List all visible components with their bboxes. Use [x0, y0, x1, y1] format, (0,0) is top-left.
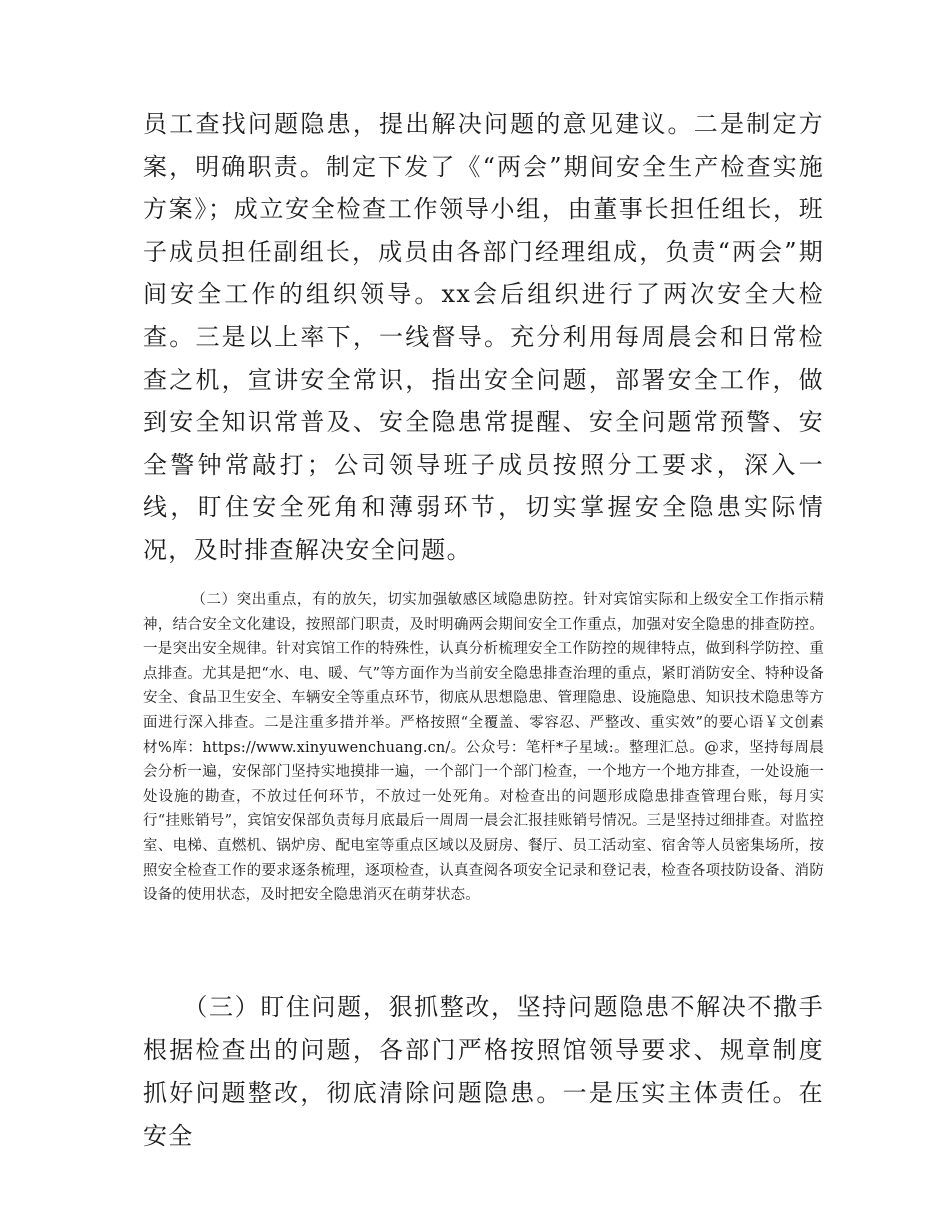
paragraph-2 — [143, 588, 824, 908]
paragraph-3 — [143, 986, 824, 1158]
paragraph-2-text: （二）突出重点，有的放矢，切实加强敏感区域隐患防控。针对宾馆实际和上级安全工作指示精神，结合安全文化建设，按照部门职责，及时明确两会期间安全工作重点，加强对安全隐患的排查防控。一是突出安全规律。针对宾馆工作的特殊性，认真分析梳理安全工作防控的规律特点，做到科学防控、重点排查。尤其是把“水、电、暖、气”等方面作为当前安全隐患排查治理的重点，紧盯消防安全、特种设备安全、食品卫生安全、车辆安全等重点环节，彻底从思想隐患、管理隐患、设施隐患、知识技术隐患等方面进行深入排查。二是注重多措并举。严格按照“全覆盖、零容忍、严整改、重实效”的要心语￥文创素材%库：https://www.xinyuwenchuang.cn/。公众号：笔杆*子星域:。整理汇总。@求，坚持每周晨会分析一遍，安保部门坚持实地摸排一遍，一个部门一个部门检查，一个地方一个地方排查，一处设施一处设施的勘查，不放过任何环节，不放过一处死角。对检查出的问题形成隐患排查管理台账，每月实行“挂账销号”，宾馆安保部负责每月底最后一周周一晨会汇报挂账销号情况。三是坚持过细排查。对监控室、电梯、直燃机、锅炉房、配电室等重点区域以及厨房、餐厅、员工活动室、宿舍等人员密集场所，按照安全检查工作的要求逐条梳理，逐项检查，认真查阅各项安全记录和登记表，检查各项技防设备、消防设备的使用状态，及时把安全隐患消灭在萌芽状态。 — [143, 592, 824, 904]
paragraph-1: 员工查找问题隐患，提出解决问题的意见建议。二是制定方案，明确职责。制定下发了《“两会”期间安全生产检查实施方案》；成立安全检查工作领导小组，由董事长担任组长，班子成员担任副组长，成员由各部门经理组成，负责“两会”期间安全工作的组织领导。xx会后组织进行了两次安全大检查。三是以上率下，一线督导。充分利用每周晨会和日常检查之机，宣讲安全常识，指出安全问题，部署安全工作，做到安全知识常普及、安全隐患常提醒、安全问题常预警、安全警钟常敲打；公司领导班子成员按照分工要求，深入一线，盯住安全死角和薄弱环节，切实掌握安全隐患实际情况，及时排查解决安全问题。 — [143, 110, 824, 564]
paragraph-3-text: （三）盯住问题，狠抓整改，坚持问题隐患不解决不撒手根据检查出的问题，各部门严格按照馆领导要求、规章制度抓好问题整改，彻底清除问题隐患。一是压实主体责任。在安全 — [143, 993, 824, 1150]
